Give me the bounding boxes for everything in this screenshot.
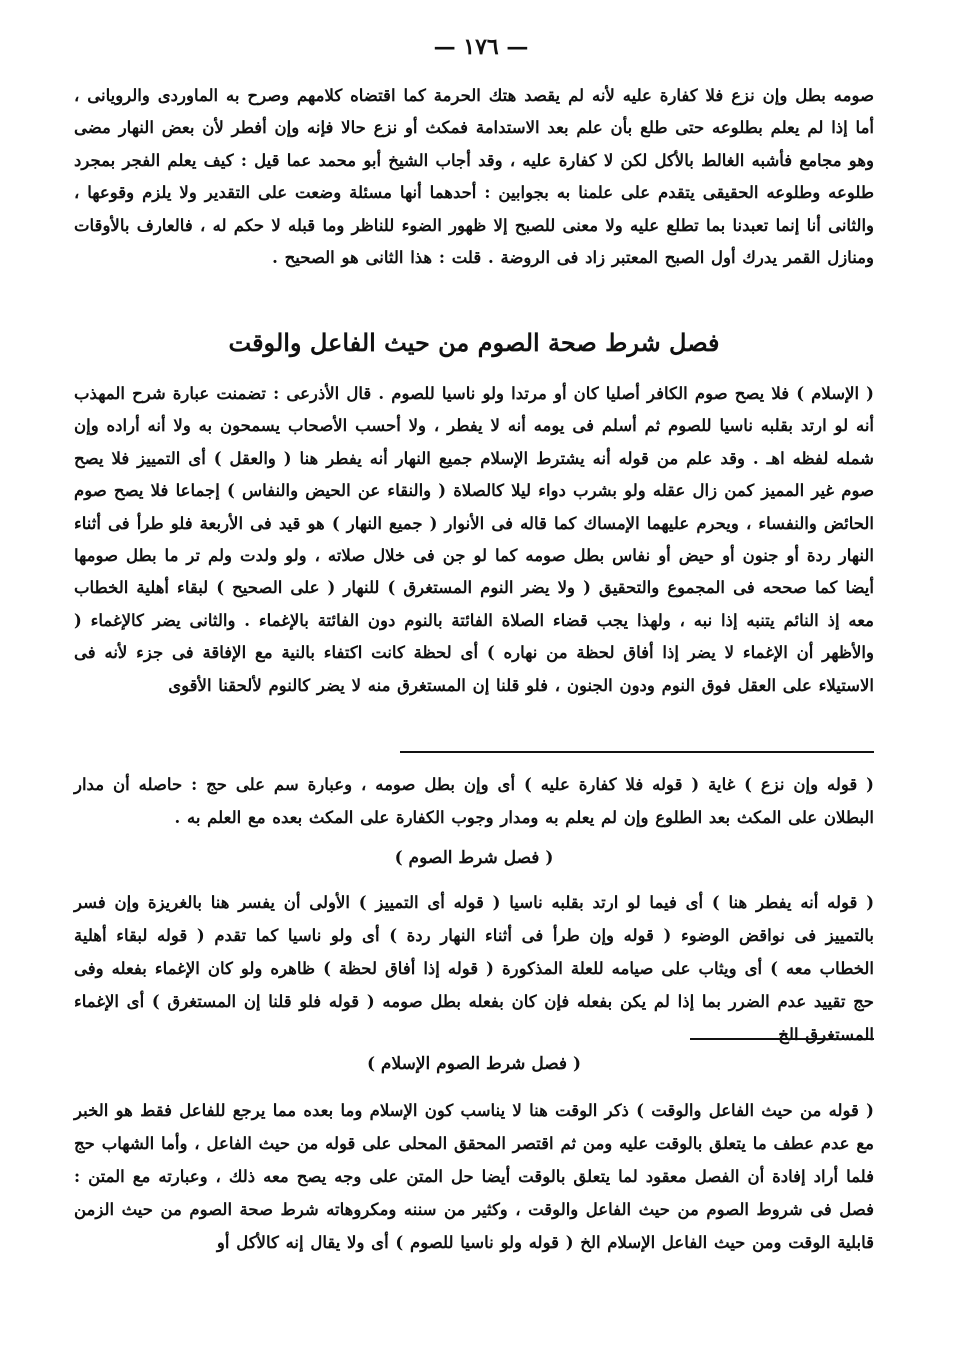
commentary-heading-2: ( فصل شرط الصوم الإسلام ): [366, 1054, 582, 1074]
commentary-separator-rule: [690, 1038, 874, 1040]
main-paragraph: ( الإسلام ) فلا يصح صوم الكافر أصليا كان أو مرتدا ولو ناسيا للصوم . قال الأذرعى : تضمنت عبارة شرح المهذب أنه لو ارتد بقلبه ناسيا للصوم ثم أسلم فى يومه أنه لا يفطر ، ولا أحسب الأصحاب يسمحون به ولا أنه أراده وإن شمله لفظه اهـ . وقد علم من قوله أنه يشترط الإسلام جميع النهار أنه يفطر هنا ( والعقل ) أى التمييز فلا يصح صوم غير المميز كمن زال عقله ولو بشرب دواء ليلا كالصلاة ( والنقاء عن الحيض والنفاس ) إجماعا فلا يصح صوم الحائض والنفساء ، ويحرم عليهما الإمساك كما قاله فى الأنوار ( جميع النهار ) هو قيد فى الأربعة فلو طرأ فى أثناء النهار ردة أو جنون أو حيض أو نفاس بطل صومه كما لو جن فى خلال صلاته ، ولو ولدت ولم تر ما بطل صومها أيضا كما صححه فى المجموع والتحقيق ( ولا يضر النوم المستغرق ) للنهار ( على الصحيح ) لبقاء أهلية الخطاب معه إذ النائم يتنبه إذا نبه ، ولهذا يجب قضاء الصلاة الفائتة بالنوم دون الفائتة بالإغماء . والثانى يضر كالإغماء ( والأظهر أن الإغماء لا يضر إذا أفاق لحظة من نهاره ) أى لحظة كانت اكتفاء بالنية مع الإفاقة فى جزء لأنه فى الاستيلاء على العقل فوق النوم ودون الجنون ، فلو قلنا إن المستغرق منه لا يضر كالنوم لألحقنا الأقوى: [74, 384, 874, 695]
page-number: — ١٧٦ —: [433, 34, 529, 60]
commentary-heading-1: ( فصل شرط الصوم ): [394, 848, 554, 868]
section-heading: فصل شرط صحة الصوم من حيث الفاعل والوقت: [228, 328, 720, 357]
upper-text-block: [74, 80, 874, 274]
commentary-paragraph-3: ( قوله من حيث الفاعل والوقت ) ذكر الوقت هنا لا يناسب كون الإسلام وما بعده مما يرجع للفاعل فقط هو الخبر مع عدم عطف ما يتعلق بالوقت عليه ومن ثم اقتصر المحقق المحلى على قوله من حيث الفاعل ، وأما الشهاب حج فلما أراد إفادة أن الفصل معقود لما يتعلق بالوقت أيضا حل المتن على وجه يصح معه ذلك ، وعبارته مع المتن : فصل فى شروط الصوم من حيث الفاعل والوقت ، وكثير من سننه ومكروهاته شرط صحة الصوم من حيث الزمن قابلية الوقت ومن حيث الفاعل الإسلام الخ ( قوله ولو ناسيا للصوم ) أى ولا يقال إنه كالأكل أو: [74, 1101, 874, 1252]
upper-paragraph: صومه بطل وإن نزع فلا كفارة عليه لأنه لم يقصد هتك الحرمة كما اقتضاه كلامهم وصرح به الماوردى والرويانى ، أما إذا لم يعلم بطلوعه حتى طلع بأن علم بعد الاستدامة فمكث أو نزع حالا فإنه وإن أفطر لأن بعض النهار مضى وهو مجامع فأشبه الغالط بالأكل لكن لا كفارة عليه ، وقد أجاب الشيخ أبو محمد عما قيل : كيف يعلم الفجر بمجرد طلوعه وطلوعه الحقيقى يتقدم على علمنا به بجوابين : أحدهما أنها مسئلة وضعت على التقدير ولا يلزم وقوعها ، والثانى أنا إنما تعبدنا بما تطلع عليه ولا معنى للصبح إلا ظهور الضوء للناظر وما قبله لا حكم له ، فالعارف بالأوقات ومنازل القمر يدرك أول الصبح المعتبر زاد فى الروضة . قلت : هذا الثانى هو الصحيح .: [74, 86, 874, 268]
commentary-paragraph-2: ( قوله أنه يفطر هنا ) أى فيما لو ارتد بقلبه ناسيا ( قوله أى التمييز ) الأولى أن يفسر هنا بالغريزة وإن فسر بالتمييز فى نواقض الوضوء ( قوله وإن طرأ فى أثناء النهار ردة ) أى ولو ناسيا كما تقدم ( قوله لبقاء أهلية الخطاب معه ) أى ويثاب على صيامه للعلة المذكورة ( قوله إذا أفاق لحظة ) ظاهره ولو كان الإغماء بفعله وفى حج تقييد عدم الضرر بما إذا لم يكن بفعله فإن كان بفعله بطل صومه ( قوله فلو قلنا إن المستغرق ) أى الإغماء المستغرق الخ: [74, 893, 874, 1044]
commentary-block-2: [74, 886, 874, 1051]
commentary-block-1: [74, 768, 874, 834]
main-text-block: [74, 378, 874, 702]
commentary-paragraph-1: ( قوله وإن نزع ) غاية ( قوله فلا كفارة عليه ) أى وإن بطل صومه ، وعبارة سم على حج : حاصله أن مدار البطلان على المكث بعد الطلوع وإن لم يعلم به ومدار وجوب الكفارة على المكث بعده مع العلم به .: [74, 775, 874, 827]
commentary-block-3: [74, 1094, 874, 1259]
footnote-separator-rule: [400, 751, 874, 753]
